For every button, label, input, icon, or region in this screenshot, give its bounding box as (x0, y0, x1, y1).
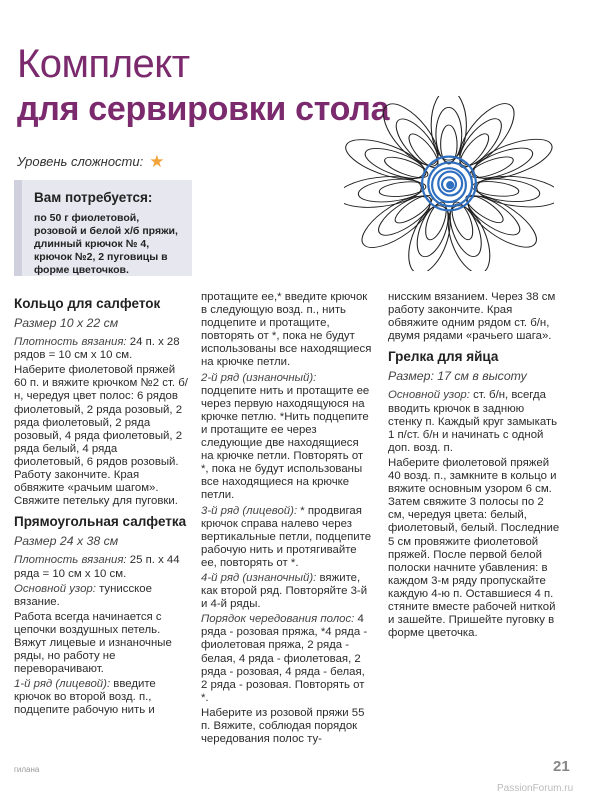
crochet-flower-illustration (344, 96, 554, 271)
stripe-order-text: Порядок чередования полос: 4 ряда - розовая пряжа, *4 ряда - фиолетовая пряжа, 2 ряда - белая, 4 ряда - фиолетовая, 2 ряда - розовая, 4 ряда - белая, 2 ряда - розовая. Повторять от *. (201, 613, 368, 704)
column-3 (388, 291, 560, 642)
materials-text: по 50 г фиолетовой, розовой и белой х/б пряжи, длинный крючок № 4, крючок №2, 2 пуговицы в форме цветочков. (34, 212, 178, 276)
placemat-start-text: Наберите из розовой пряжи 55 п. Вяжите, соблюдая порядок чередования полос ту- (201, 706, 365, 746)
heading-placemat: Прямоугольная салфетка (14, 514, 187, 530)
row1-continued: протащите ее,* введите крючок в следующую возд. п., нить подцепите и протащите, повторять от *, пока не будут использованы все находящиеся на крючке петли. (201, 291, 372, 369)
gauge-napkin-ring: Плотность вязания: 24 п. x 28 рядов = 10 см x 10 см. (14, 336, 180, 362)
difficulty-label: Уровень сложности: (17, 154, 144, 169)
gauge-placemat: Плотность вязания: 25 п. x 44 ряда = 10 см x 10 см. (14, 554, 180, 580)
pattern-egg-cozy: Основной узор: ст. б/н, всегда вводить крючок в заднюю стенку п. Каждый круг замыкать 1 п/ст. б/н и начинать с одной доп. возд. п. (388, 389, 558, 454)
watermark: PassionForum.ru (497, 783, 574, 794)
page-title-line1: Комплект (17, 42, 190, 86)
materials-box (14, 180, 192, 276)
row3-text: 3-й ряд (лицевой): * продвигая крючок справа налево через вертикальные петли, подцепите рабочую нить и протягивайте ее, повторять от *. (201, 504, 372, 569)
row2-text: 2-й ряд (изнаночный): подцепите нить и протащите ее через первую находящуюся на крючке петлю. *Нить подцепите и протащите ее через следующие две находящиеся на крючке петли. Повторять от *, пока не будут использованы все находящиеся на крючке петли. (201, 371, 370, 502)
page-number: 21 (553, 758, 570, 775)
instructions-placemat: Работа всегда начинается с цепочки воздушных петель. Вяжут лицевые и изнаночные ряды, но работу не переворачивают. (14, 610, 172, 676)
row4-text: 4-й ряд (изнаночный): вяжите, как второй ряд. Повторяйте 3-й и 4-й ряды. (201, 571, 368, 611)
column-1 (14, 296, 188, 720)
row1-placemat: 1-й ряд (лицевой): введите крючок во второй возд. п., подцепите рабочую нить и (14, 678, 156, 717)
page-title-line2: для сервировки стола (17, 90, 390, 128)
size-placemat: Размер 24 x 38 см (14, 534, 119, 549)
placemat-end-text: нисским вязанием. Через 38 см работу закончите. Края обвяжите одним рядом ст. б/н, двумя рядами «рачьего шага». (388, 291, 556, 343)
column-2 (201, 291, 373, 748)
footer-magazine-name: гилана (14, 765, 40, 774)
star-icon: ★ (149, 152, 165, 171)
instructions-napkin-ring: Наберите фиолетовой пряжей 60 п. и вяжите крючком №2 ст. б/н, чередуя цвет полос: 6 рядов фиолетовый, 2 ряда розовый, 2 ряда фиолетовый, 2 ряда розовый, 4 ряда фиолетовый, 2 ряда белый, 4 ряда фиолетовый, 6 рядов розовый. Работу закончите. Края обвяжите «рачьим шагом». Свяжите петельку для пуговки. (14, 364, 188, 508)
materials-heading: Вам потребуется: (34, 190, 153, 205)
size-egg-cozy: Размер: 17 см в высоту (388, 369, 527, 384)
pattern-placemat: Основной узор: тунисское вязание. (14, 582, 152, 608)
instructions-egg-cozy: Наберите фиолетовой пряжей 40 возд. п., замкните в кольцо и вяжите основным узором 6 см. Затем свяжите 3 полосы по 2 см, чередуя цвета: белый, фиолетовый, белый. Последние 5 см провяжите фиолетовой пряжей. После первой белой полоски начните убавления: в каждом 3-м ряду пропускайте каждую 4-ю п. Оставшиеся 4 п. стяните вместе рабочей ниткой и зашейте. Пришейте пуговку в форме цветочка. (388, 456, 560, 640)
heading-egg-cozy: Грелка для яйца (388, 349, 499, 365)
size-napkin-ring: Размер 10 x 22 см (14, 316, 119, 330)
heading-napkin-ring: Кольцо для салфеток (14, 296, 161, 311)
difficulty-row (17, 153, 164, 170)
